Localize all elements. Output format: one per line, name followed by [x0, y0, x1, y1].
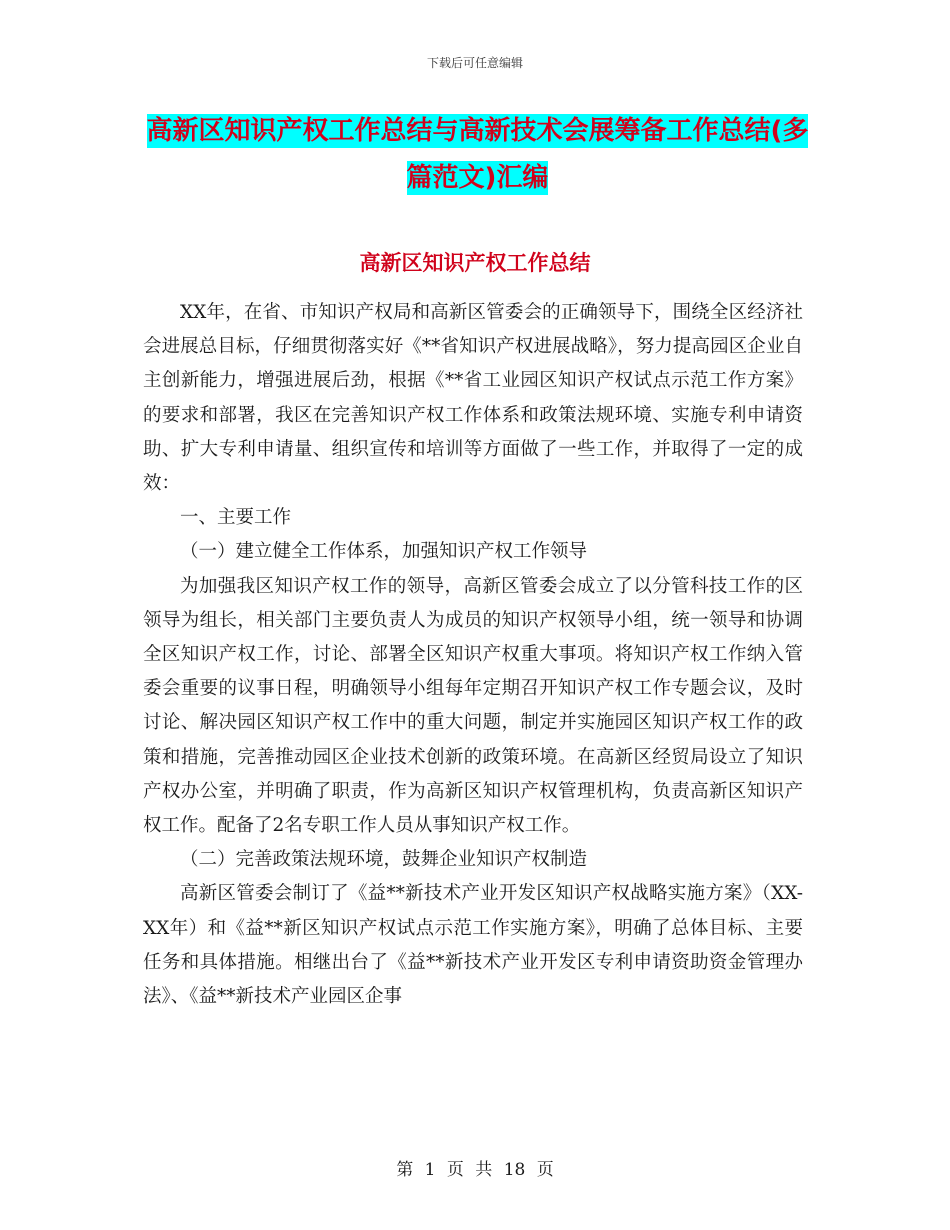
subheading-2: （二）完善政策法规环境，鼓舞企业知识产权制造: [180, 849, 588, 871]
subheading-1: （一）建立健全工作体系，加强知识产权工作领导: [180, 541, 588, 563]
paragraph-intro: XX年，在省、市知识产权局和高新区管委会的正确领导下，围绕全区经济社会进展总目标，仔细贯彻落实好《**省知识产权进展战略》，努力提高园区企业自主创新能力，增强进展后劲，根据《**省工业园区知识产权试点示范工作方案》的要求和部署，我区在完善知识产权工作体系和政策法规环境、实施专利申请资助、扩大专利申请量、组织宣传和培训等方面做了一些工作，并取得了一定的成效：: [143, 302, 803, 495]
section-title: 高新区知识产权工作总结: [359, 251, 591, 275]
header-note: 下载后可任意编辑: [426, 56, 523, 70]
heading-main-work: 一、主要工作: [180, 507, 292, 529]
document-body: [143, 296, 803, 1014]
document-title: [145, 108, 810, 202]
paragraph-2: 高新区管委会制订了《益**新技术产业开发区知识产权战略实施方案》（XX-XX年）和《益**新区知识产权试点示范工作实施方案》，明确了总体目标、主要任务和具体措施。相继出台了《益**新技术产业开发区专利申请资助资金管理办法》、《益**新技术产业园区企事: [143, 883, 803, 1008]
document-title-text: 高新区知识产权工作总结与高新技术会展筹备工作总结(多篇范文)汇编: [146, 116, 809, 193]
paragraph-1: 为加强我区知识产权工作的领导，高新区管委会成立了以分管科技工作的区领导为组长，相关部门主要负责人为成员的知识产权领导小组，统一领导和协调全区知识产权工作，讨论、部署全区知识产权重大事项。将知识产权工作纳入管委会重要的议事日程，明确领导小组每年定期召开知识产权工作专题会议，及时讨论、解决园区知识产权工作中的重大问题，制定并实施园区知识产权工作的政策和措施，完善推动园区企业技术创新的政策环境。在高新区经贸局设立了知识产权办公室，并明确了职责，作为高新区知识产权管理机构，负责高新区知识产权工作。配备了2名专职工作人员从事知识产权工作。: [143, 575, 803, 837]
page-footer: 第 1 页 共 18 页: [396, 1160, 554, 1180]
